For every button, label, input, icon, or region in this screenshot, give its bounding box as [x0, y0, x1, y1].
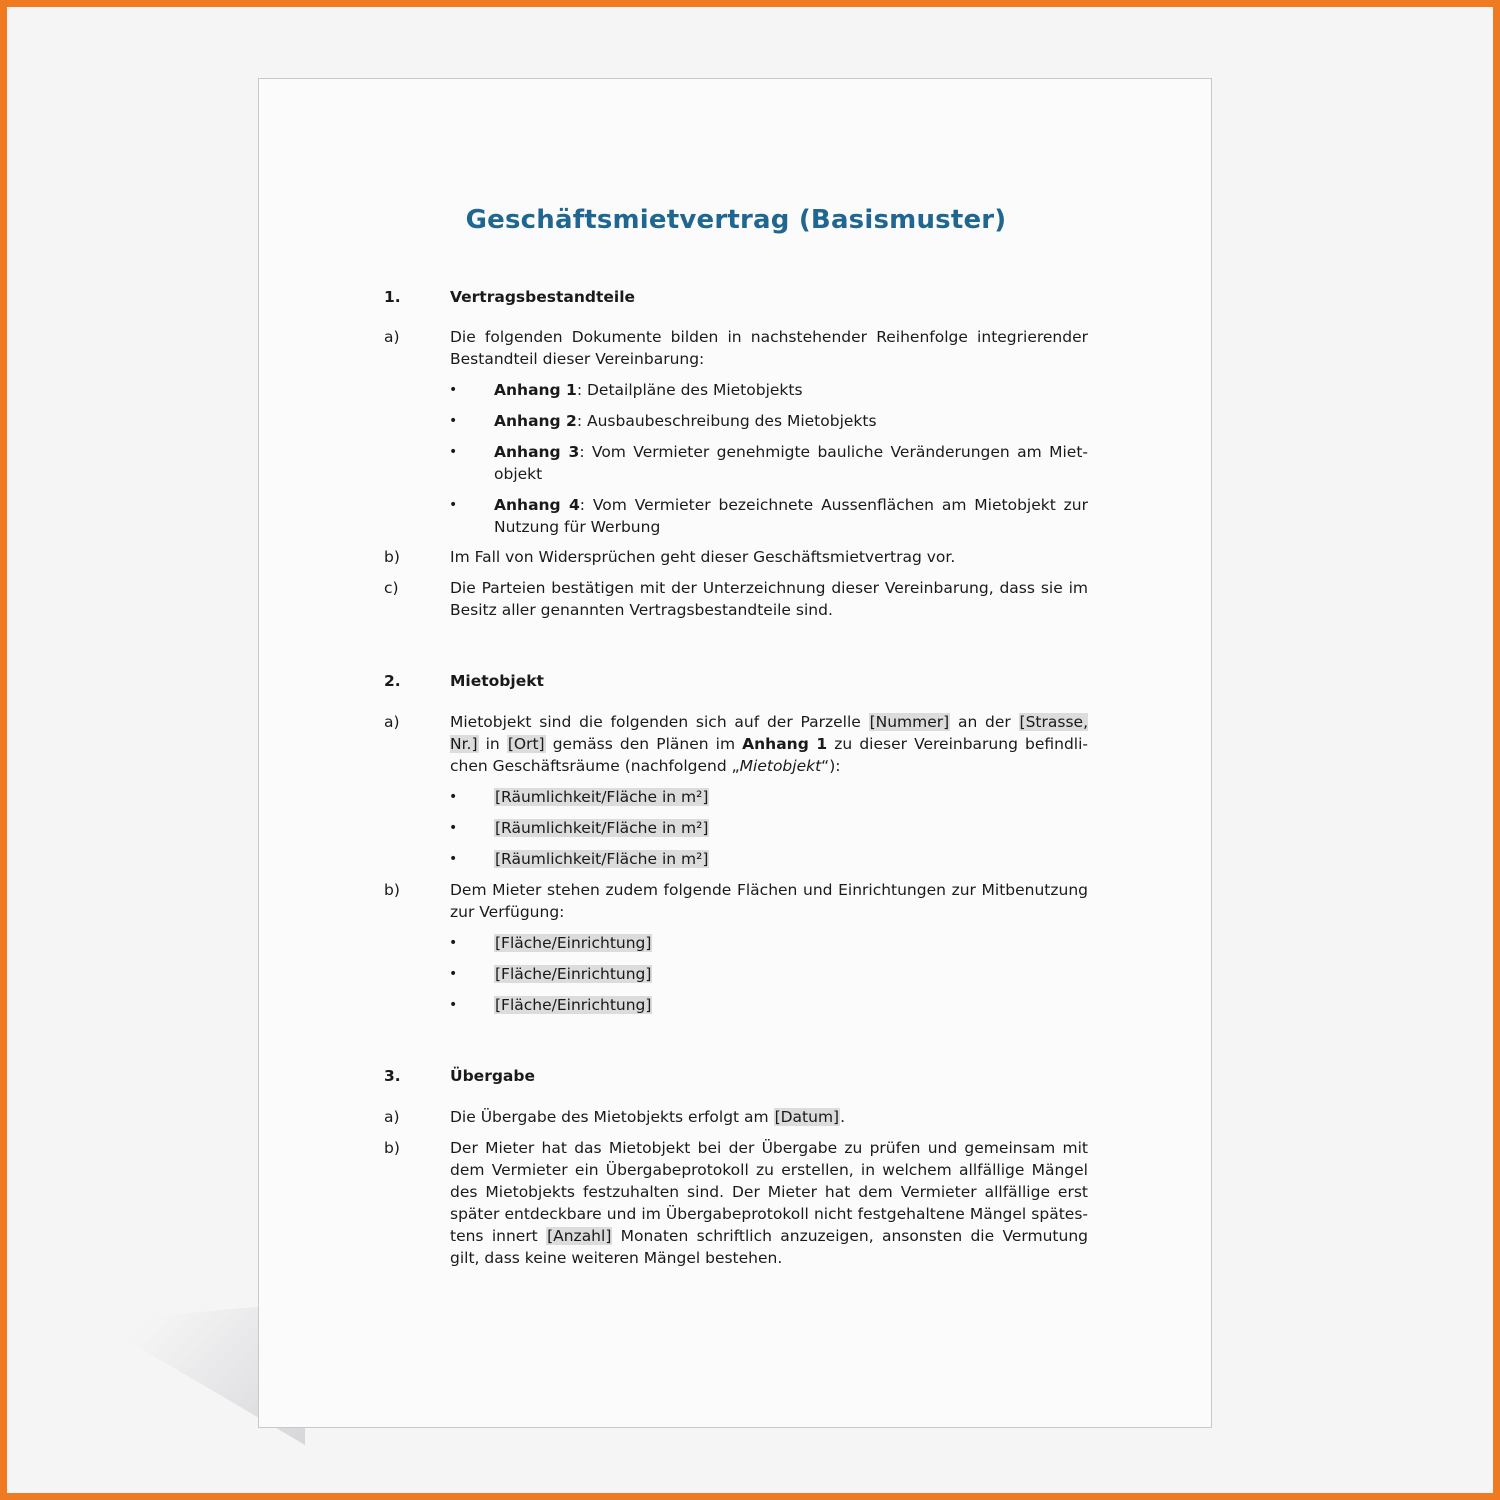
- section-2-number: 2.: [384, 672, 401, 690]
- placeholder-flaeche: [Fläche/Einrichtung]: [495, 965, 652, 983]
- bullet-icon: •: [449, 935, 458, 951]
- section-1-title: Vertragsbestandteile: [450, 288, 636, 306]
- raum-item: [494, 817, 1088, 839]
- text-span: an der: [950, 713, 1019, 731]
- anhang-reference: Anhang 1: [742, 735, 828, 753]
- bullet-icon: •: [449, 382, 458, 398]
- s1-b-text: Im Fall von Widersprüchen geht dieser Geschäftsmietvertrag vor.: [450, 548, 956, 566]
- s2-b-text: Dem Mieter stehen zudem folgende Flächen und Einrichtungen zur Mitbenutzung zur Verfügung:: [450, 881, 1088, 921]
- placeholder-datum: [Datum]: [774, 1108, 840, 1126]
- anhang-4-item: [494, 494, 1088, 538]
- section-2-title: Mietobjekt: [450, 672, 544, 690]
- section-1-number: 1.: [384, 288, 401, 306]
- bullet-icon: •: [449, 966, 458, 982]
- bullet-icon: •: [449, 789, 458, 805]
- s3-b-text: [450, 1137, 1088, 1269]
- bullet-icon: •: [449, 820, 458, 836]
- anhang-3-label: Anhang 3: [494, 443, 580, 461]
- text-span: .: [840, 1108, 846, 1126]
- text-span: in: [478, 735, 507, 753]
- placeholder-raum: [Räumlichkeit/Fläche in m²]: [495, 850, 709, 868]
- s1-c-label: c): [384, 579, 399, 597]
- raum-item: [494, 786, 1088, 808]
- defined-term: Mietobjekt: [739, 757, 822, 775]
- bullet-icon: •: [449, 413, 458, 429]
- placeholder-raum: [Räumlichkeit/Fläche in m²]: [495, 788, 709, 806]
- anhang-2-text: : Ausbaubeschreibung des Mietobjekts: [576, 412, 877, 430]
- flaeche-item: [494, 932, 1088, 954]
- s1-a-label: a): [384, 328, 400, 346]
- s1-b-label: b): [384, 548, 400, 566]
- text-span: Die Übergabe des Mietobjekts erfolgt am: [450, 1108, 774, 1126]
- s1-a-text: Die folgenden Dokumente bilden in nachstehender Reihenfolge integrierender Bestandteil dieser Vereinbarung:: [450, 328, 1088, 368]
- s2-a-text: [450, 711, 1088, 777]
- text-span: Der Mieter hat das Mietobjekt bei der Übergabe zu prüfen und gemeinsam mit dem Vermieter ein Übergabeprotokoll zu erstellen, in welchem allfällige Mängel des Mietobjekts festzuhalten sind. Der Mieter hat dem Vermieter allfällige erst später entdeckbare und im Übergabeprotokoll nicht festgehaltene Mängel spätestens innert: [450, 1139, 1088, 1245]
- text-span: gemäss den Plänen im: [545, 735, 743, 753]
- text-span: “):: [821, 757, 841, 775]
- anhang-1-text: : Detailpläne des Mietobjekts: [576, 381, 803, 399]
- s1-c-text: Die Parteien bestätigen mit der Unterzeichnung dieser Vereinbarung, dass sie im Besitz aller genannten Vertragsbestandteile sind.: [450, 579, 1088, 619]
- placeholder-strasse: [Strasse, Nr.]: [450, 713, 1088, 753]
- s2-b-label: b): [384, 881, 400, 899]
- s3-a-label: a): [384, 1108, 400, 1126]
- anhang-4-label: Anhang 4: [494, 496, 580, 514]
- s2-a-label: a): [384, 713, 400, 731]
- document-title: Geschäftsmietvertrag (Basismuster): [465, 205, 1007, 235]
- text-span: Mietobjekt sind die folgenden sich auf der Parzelle: [450, 713, 869, 731]
- anhang-1-item: [494, 379, 1088, 401]
- section-3-title: Übergabe: [450, 1067, 536, 1085]
- bullet-icon: •: [449, 497, 458, 513]
- placeholder-flaeche: [Fläche/Einrichtung]: [495, 996, 652, 1014]
- text-span: zu dieser Vereinbarung befindlichen Geschäftsräume (nachfolgend „: [450, 735, 1089, 775]
- placeholder-raum: [Räumlichkeit/Fläche in m²]: [495, 819, 709, 837]
- placeholder-flaeche: [Fläche/Einrichtung]: [495, 934, 652, 952]
- flaeche-item: [494, 963, 1088, 985]
- raum-item: [494, 848, 1088, 870]
- anhang-3-text: : Vom Vermieter genehmigte bauliche Veränderungen am Mietobjekt: [494, 443, 1089, 483]
- anhang-1-label: Anhang 1: [494, 381, 577, 399]
- s3-a-text: [450, 1106, 1088, 1128]
- placeholder-nummer: [Nummer]: [869, 713, 950, 731]
- text-span: Monaten schriftlich anzuzeigen, ansonsten die Vermutung gilt, dass keine weiteren Mängel bestehen.: [450, 1227, 1088, 1267]
- placeholder-anzahl: [Anzahl]: [547, 1227, 612, 1245]
- anhang-3-item: [494, 441, 1088, 485]
- bullet-icon: •: [449, 851, 458, 867]
- anhang-4-text: : Vom Vermieter bezeichnete Aussenflächen am Mietobjekt zur Nutzung für Werbung: [494, 496, 1088, 536]
- section-3-number: 3.: [384, 1067, 401, 1085]
- anhang-2-label: Anhang 2: [494, 412, 577, 430]
- flaeche-item: [494, 994, 1088, 1016]
- placeholder-ort: [Ort]: [507, 735, 545, 753]
- s3-b-label: b): [384, 1139, 400, 1157]
- bullet-icon: •: [449, 444, 458, 460]
- bullet-icon: •: [449, 997, 458, 1013]
- anhang-2-item: [494, 410, 1088, 432]
